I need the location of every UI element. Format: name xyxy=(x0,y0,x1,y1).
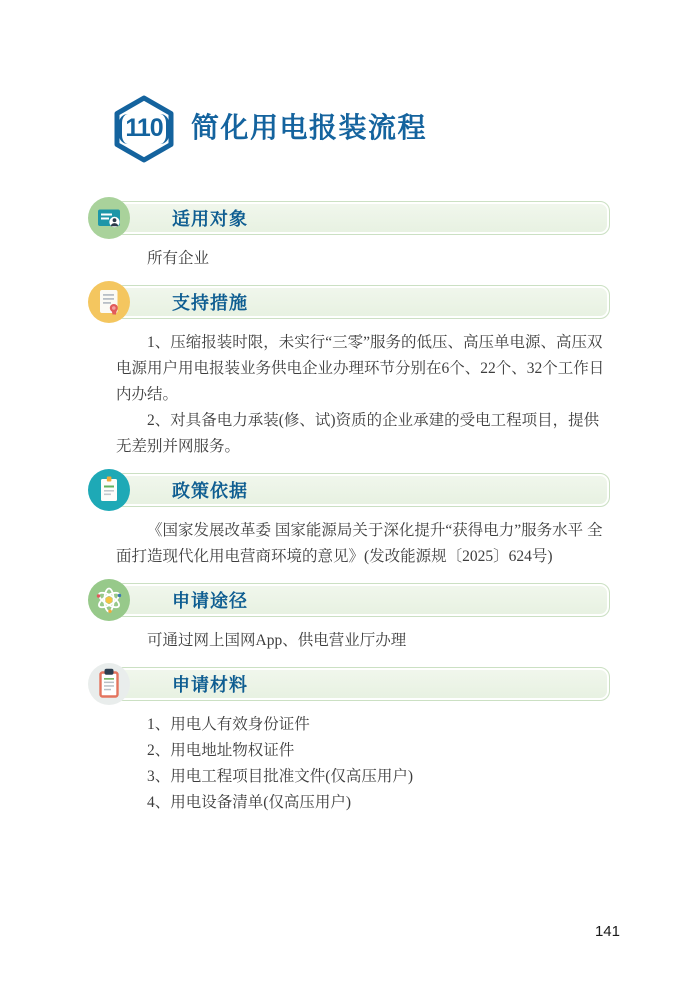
section-heading: 申请途径 xyxy=(172,591,248,611)
section-bar xyxy=(114,583,610,617)
section-bar xyxy=(114,201,610,235)
section-header-policy-basis xyxy=(88,469,612,511)
body-line: 2、用电地址物权证件 xyxy=(147,742,295,759)
section-body-application-channel xyxy=(116,628,612,654)
section-body-support-measures xyxy=(116,330,612,460)
section-body-applicable-objects xyxy=(116,246,612,272)
body-line: 4、用电设备清单(仅高压用户) xyxy=(147,794,352,811)
body-line: 3、用电工程项目批准文件(仅高压用户) xyxy=(147,768,414,785)
section-heading: 适用对象 xyxy=(172,209,248,229)
title-row xyxy=(114,95,612,163)
policy-doc-icon xyxy=(88,469,130,511)
body-line: 所有企业 xyxy=(147,250,210,267)
page-number: 141 xyxy=(594,923,620,940)
section-header-application-materials xyxy=(88,663,612,705)
section-bar xyxy=(114,473,610,507)
section-heading: 支持措施 xyxy=(172,293,248,313)
content-column xyxy=(88,0,612,825)
body-line: 1、用电人有效身份证件 xyxy=(147,716,310,733)
body-paragraph: 《国家发展改革委 国家能源局关于深化提升“获得电力”服务水平 全面打造现代化用电营商环境的意见》(发改能源规〔2025〕624号) xyxy=(116,522,603,565)
atom-icon xyxy=(88,579,130,621)
page-title: 简化用电报装流程 xyxy=(191,113,428,145)
section-header-support-measures xyxy=(88,281,612,323)
hexagon-number-badge xyxy=(114,95,174,163)
badge-number: 110 xyxy=(119,114,168,144)
body-line: 可通过网上国网App、供电营业厅办理 xyxy=(147,632,407,649)
section-heading: 政策依据 xyxy=(172,481,248,501)
section-header-application-channel xyxy=(88,579,612,621)
section-bar xyxy=(114,667,610,701)
section-body-application-materials xyxy=(116,712,612,816)
badge-number-wrap xyxy=(114,95,174,163)
clipboard-icon xyxy=(88,663,130,705)
section-body-policy-basis xyxy=(116,518,612,570)
certificate-icon xyxy=(88,281,130,323)
body-paragraph: 2、对具备电力承装(修、试)资质的企业承建的受电工程项目，提供无差别并网服务。 xyxy=(116,412,600,455)
id-card-icon xyxy=(88,197,130,239)
section-header-applicable-objects xyxy=(88,197,612,239)
body-paragraph: 1、压缩报装时限，未实行“三零”服务的低压、高压单电源、高压双电源用户用电报装业务供电企业办理环节分别在6个、22个、32个工作日内办结。 xyxy=(116,334,605,403)
section-bar xyxy=(114,285,610,319)
section-heading: 申请材料 xyxy=(172,675,248,695)
